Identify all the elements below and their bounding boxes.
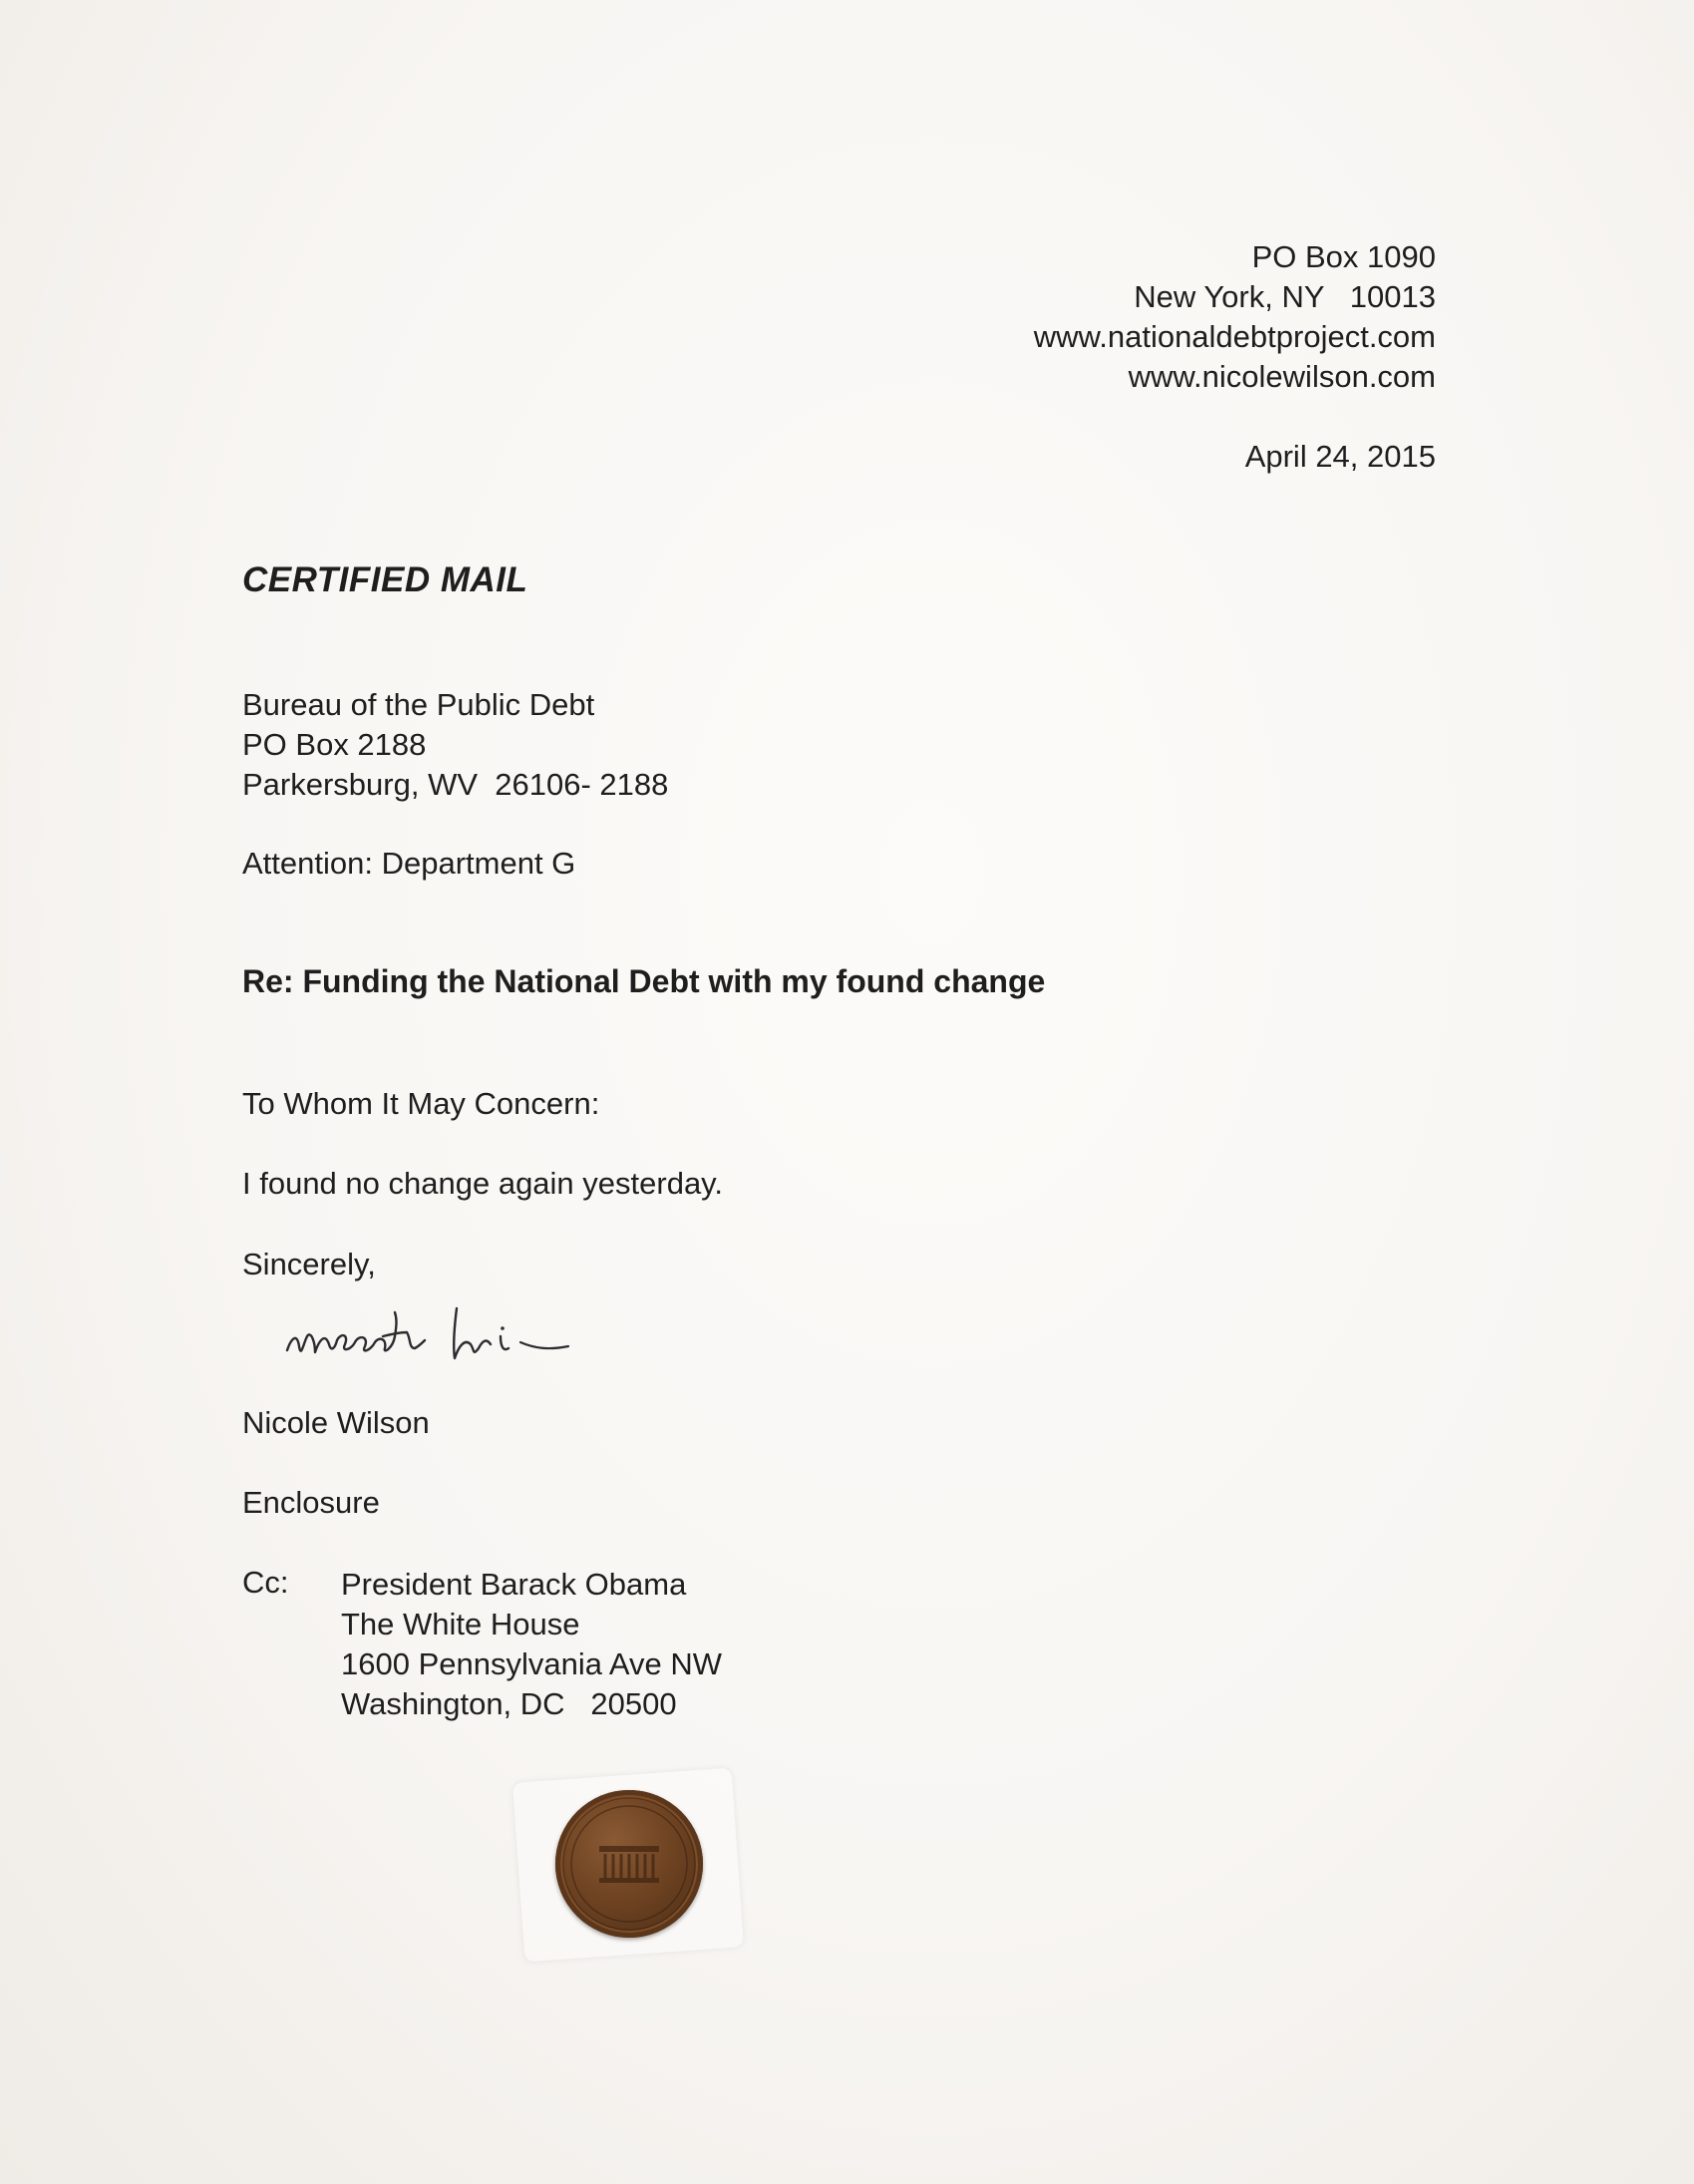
sender-website-2: www.nicolewilson.com bbox=[1128, 359, 1436, 394]
recipient-city: Parkersburg, WV 26106- 2188 bbox=[242, 767, 669, 802]
enclosure-note: Enclosure bbox=[242, 1485, 380, 1520]
sender-po-box: PO Box 1090 bbox=[1251, 239, 1436, 274]
cc-recipient bbox=[341, 1565, 722, 1724]
letter-body: I found no change again yesterday. bbox=[242, 1166, 723, 1201]
attention-line: Attention: Department G bbox=[242, 846, 576, 881]
recipient-address bbox=[242, 685, 668, 805]
cc-label: Cc: bbox=[242, 1565, 289, 1600]
subject-line: Re: Funding the National Debt with my found change bbox=[242, 963, 1046, 999]
sender-city: New York, NY 10013 bbox=[1134, 279, 1436, 314]
cc-name: President Barack Obama bbox=[341, 1567, 687, 1602]
letter-date: April 24, 2015 bbox=[1244, 439, 1436, 474]
recipient-name: Bureau of the Public Debt bbox=[242, 687, 595, 722]
salutation: To Whom It May Concern: bbox=[242, 1086, 600, 1121]
penny-coin-icon bbox=[555, 1790, 703, 1938]
handwritten-signature bbox=[279, 1288, 658, 1378]
recipient-po-box: PO Box 2188 bbox=[242, 727, 427, 762]
closing: Sincerely, bbox=[242, 1247, 376, 1281]
certified-mail-label: CERTIFIED MAIL bbox=[242, 560, 528, 599]
cc-street: 1600 Pennsylvania Ave NW bbox=[341, 1646, 722, 1681]
signer-name: Nicole Wilson bbox=[242, 1405, 430, 1440]
sender-address bbox=[1034, 237, 1436, 397]
cc-organization: The White House bbox=[341, 1607, 580, 1641]
sender-website-1: www.nationaldebtproject.com bbox=[1033, 319, 1436, 354]
cc-city: Washington, DC 20500 bbox=[341, 1686, 677, 1721]
